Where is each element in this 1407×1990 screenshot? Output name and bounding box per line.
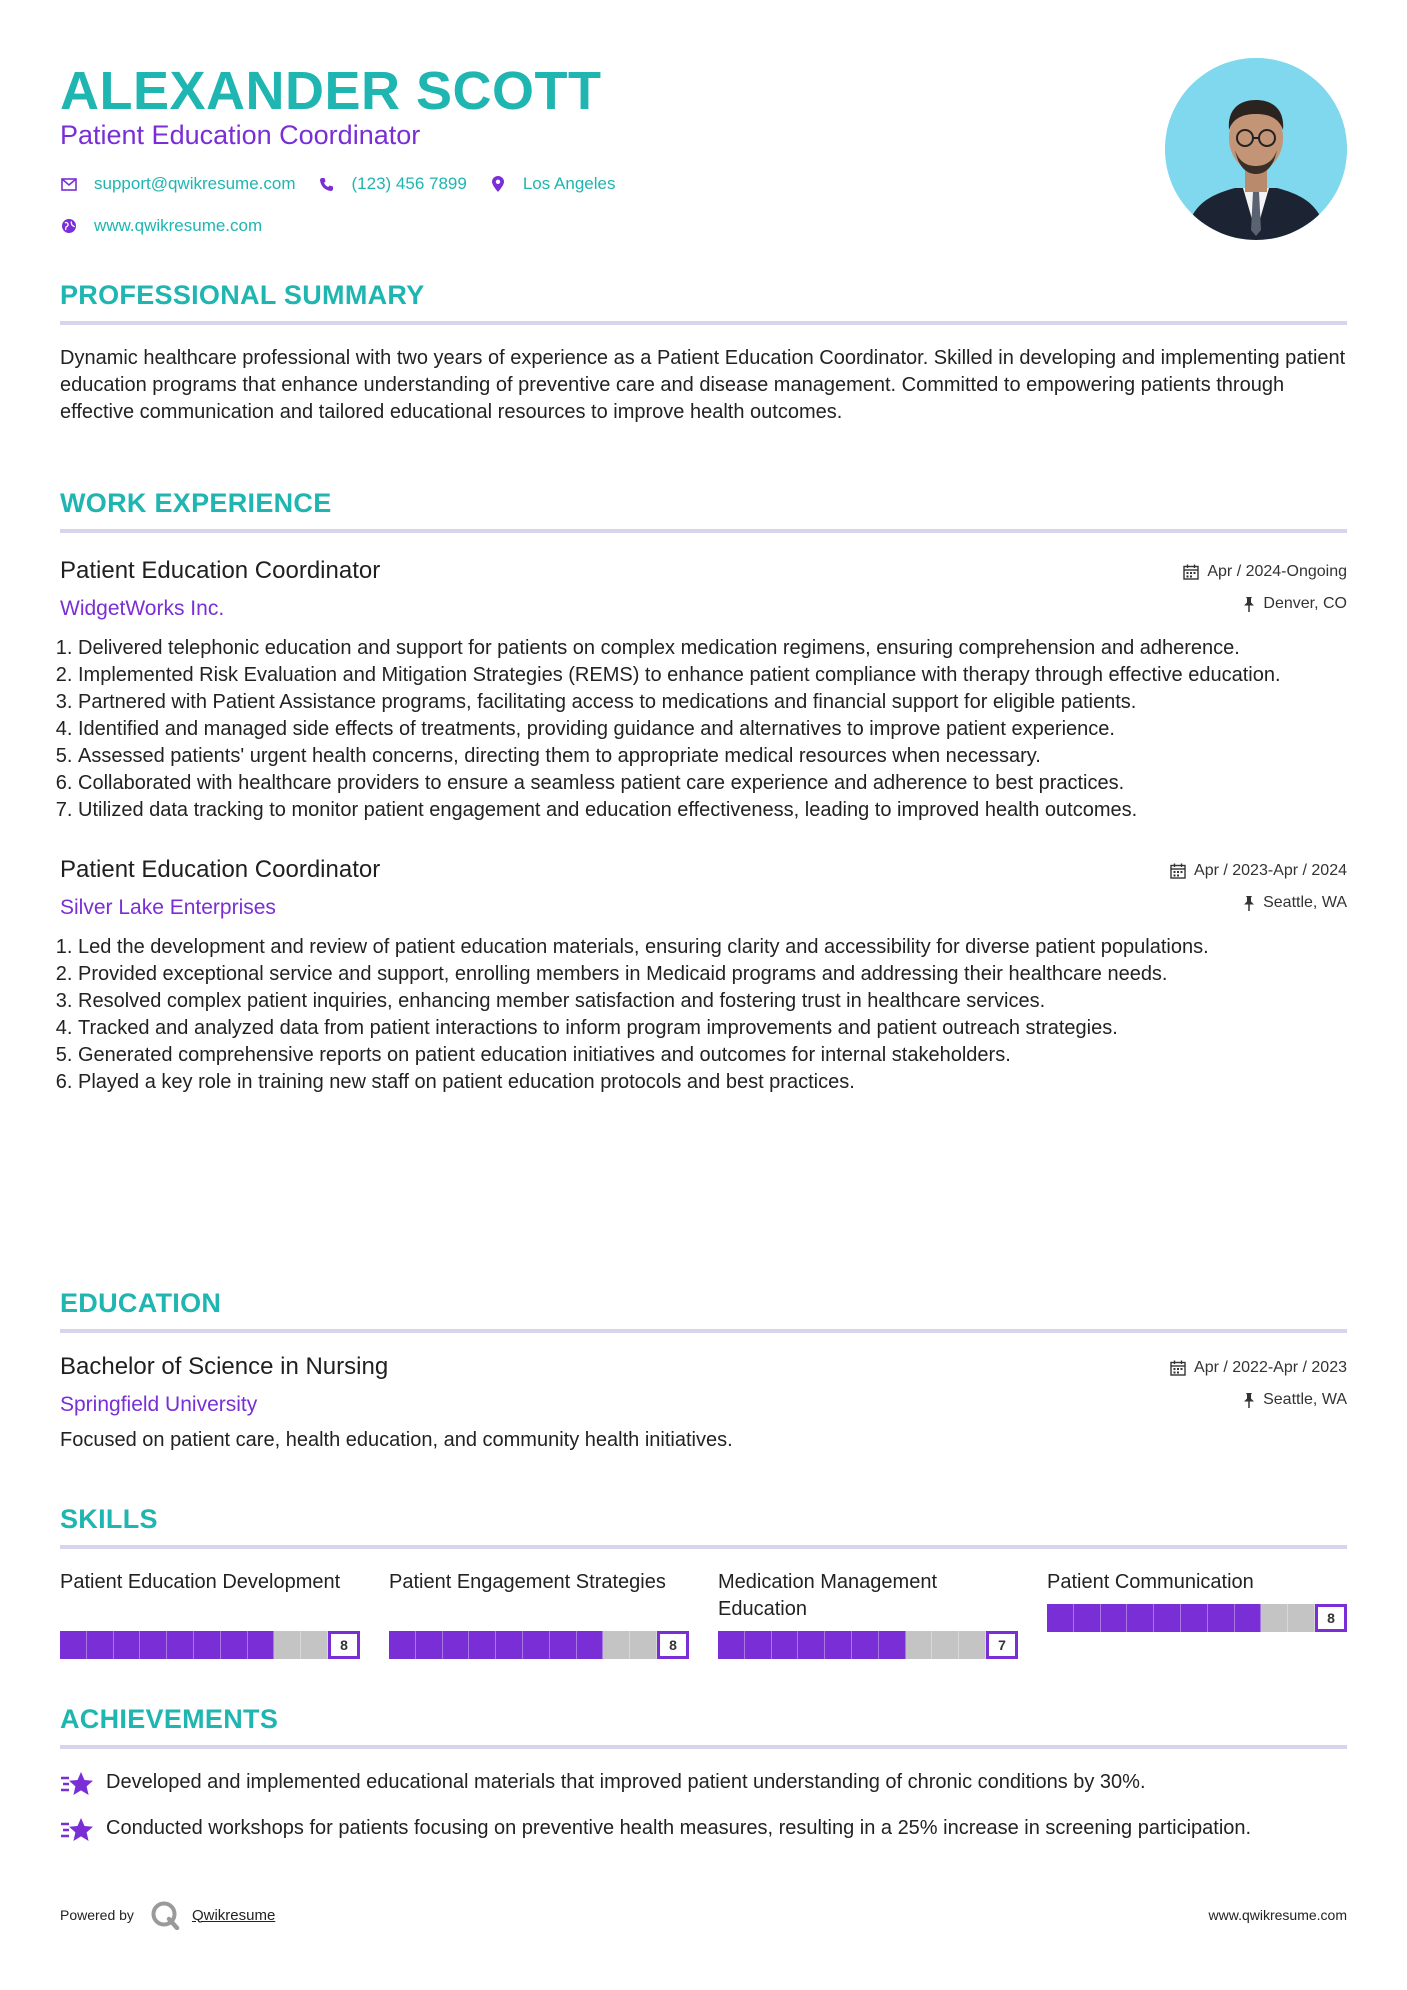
star-achievement-icon — [60, 1815, 94, 1845]
school-name: Springfield University — [60, 1393, 258, 1416]
skill-bar-segment — [140, 1631, 167, 1659]
skill-bar-segment — [932, 1631, 959, 1659]
skill-bar-segment — [87, 1631, 114, 1659]
list-item: 4. Identified and managed side effects of treatments, providing guidance and alternatives to improve patient experience. — [78, 716, 1347, 743]
education-location — [1243, 1391, 1347, 1409]
section-title: EDUCATION — [60, 1288, 222, 1318]
skill-item — [718, 1569, 1018, 1659]
job-location — [1243, 894, 1347, 912]
skill-bar — [389, 1631, 657, 1659]
education-description: Focused on patient care, health education, and community health initiatives. — [60, 1429, 733, 1451]
skill-bar-segment — [167, 1631, 194, 1659]
section-title: PROFESSIONAL SUMMARY — [60, 280, 425, 310]
skill-bar-segment — [603, 1631, 630, 1659]
skill-bar — [1047, 1604, 1315, 1632]
skill-bar-segment — [416, 1631, 443, 1659]
skill-bar-segment — [248, 1631, 275, 1659]
education-date — [1170, 1359, 1347, 1377]
brand-link[interactable]: Qwikresume — [191, 1906, 276, 1924]
skill-bar — [718, 1631, 986, 1659]
skill-bar-segment — [630, 1631, 657, 1659]
skill-bar-segment — [1047, 1604, 1074, 1632]
candidate-role: Patient Education Coordinator — [60, 120, 421, 150]
job-date — [1183, 563, 1347, 581]
skill-meter — [718, 1631, 1018, 1659]
skill-bar-segment — [194, 1631, 221, 1659]
education-section — [60, 1288, 1347, 1452]
education-date-text: Apr / 2022-Apr / 2023 — [1194, 1359, 1347, 1376]
contact-row-2 — [60, 216, 284, 236]
skill-bar-segment — [1288, 1604, 1315, 1632]
envelope-icon — [60, 175, 78, 193]
skill-bar-segment — [221, 1631, 248, 1659]
skill-level-badge: 8 — [328, 1631, 360, 1659]
candidate-name: ALEXANDER SCOTT — [60, 61, 602, 121]
skill-bar-segment — [1181, 1604, 1208, 1632]
website-text: www.qwikresume.com — [94, 216, 263, 235]
education-location-text: Seattle, WA — [1263, 1391, 1347, 1408]
skill-bar-segment — [772, 1631, 799, 1659]
map-pin-icon — [489, 175, 507, 193]
skill-meter — [389, 1631, 689, 1659]
globe-icon — [60, 217, 78, 235]
skill-bar-segment — [389, 1631, 416, 1659]
company-name: WidgetWorks Inc. — [60, 597, 225, 620]
skill-name: Patient Education Development — [60, 1571, 341, 1593]
skill-name: Patient Engagement Strategies — [389, 1571, 666, 1593]
work-section — [60, 488, 1347, 1096]
skill-level-badge: 7 — [986, 1631, 1018, 1659]
contact-website[interactable] — [60, 216, 262, 236]
powered-by — [60, 1900, 275, 1930]
list-item: 3. Resolved complex patient inquiries, enhancing member satisfaction and fostering trust in healthcare services. — [78, 988, 1347, 1015]
list-item: 1. Delivered telephonic education and support for patients on complex medication regimens, ensuring comprehension and adherence. — [78, 635, 1347, 662]
contact-phone[interactable] — [318, 174, 467, 194]
skill-bar-segment — [443, 1631, 470, 1659]
list-item: 7. Utilized data tracking to monitor patient engagement and education effectiveness, leading to improved health outcomes. — [78, 797, 1347, 824]
job-date-text: Apr / 2024-Ongoing — [1207, 563, 1347, 580]
calendar-icon — [1170, 1360, 1186, 1376]
email-text: support@qwikresume.com — [94, 174, 296, 193]
job-title: Patient Education Coordinator — [60, 856, 381, 883]
achievements-section — [60, 1704, 1347, 1845]
summary-text: Dynamic healthcare professional with two years of experience as a Patient Education Coordinator. Skilled in developing and implementing patient education programs that enhance understanding of preventive care and disease management. Committed to empowering patients through effective communication and tailored educational resources to improve health outcomes. — [60, 347, 1346, 423]
page-footer — [60, 1900, 1347, 1930]
section-title: WORK EXPERIENCE — [60, 488, 332, 518]
skills-section — [60, 1504, 1347, 1659]
skill-name: Medication Management Education — [718, 1571, 938, 1620]
skill-bar-segment — [1154, 1604, 1181, 1632]
section-title: ACHIEVEMENTS — [60, 1704, 279, 1734]
pushpin-icon — [1243, 896, 1255, 911]
achievement-item — [60, 1769, 1347, 1799]
skill-item — [389, 1569, 689, 1659]
skill-bar-segment — [469, 1631, 496, 1659]
skill-bar-segment — [879, 1631, 906, 1659]
list-item: 2. Provided exceptional service and support, enrolling members in Medicaid programs and addressing their healthcare needs. — [78, 961, 1347, 988]
section-divider — [60, 529, 1347, 533]
job-entry — [60, 557, 1347, 824]
section-divider — [60, 1745, 1347, 1749]
qwikresume-logo-icon — [150, 1900, 180, 1930]
pushpin-icon — [1243, 1393, 1255, 1408]
degree-title: Bachelor of Science in Nursing — [60, 1353, 389, 1380]
resume-header — [60, 0, 1347, 270]
skill-bar-segment — [1101, 1604, 1128, 1632]
skill-bar-segment — [523, 1631, 550, 1659]
calendar-icon — [1183, 564, 1199, 580]
skill-bar-segment — [718, 1631, 745, 1659]
section-title: SKILLS — [60, 1504, 158, 1534]
skill-bar-segment — [906, 1631, 933, 1659]
calendar-icon — [1170, 863, 1186, 879]
skill-bar-segment — [550, 1631, 577, 1659]
footer-website[interactable]: www.qwikresume.com — [1208, 1907, 1347, 1923]
contact-email[interactable] — [60, 174, 296, 194]
job-title: Patient Education Coordinator — [60, 557, 381, 584]
skill-meter — [60, 1631, 360, 1659]
star-achievement-icon — [60, 1769, 94, 1799]
skill-bar — [60, 1631, 328, 1659]
powered-by-label: Powered by — [60, 1907, 134, 1923]
list-item: 5. Assessed patients' urgent health concerns, directing them to appropriate medical resources when necessary. — [78, 743, 1347, 770]
achievement-text: Conducted workshops for patients focusing on preventive health measures, resulting in a 25% increase in screening participation. — [106, 1817, 1252, 1839]
company-name: Silver Lake Enterprises — [60, 896, 276, 919]
skill-bar-segment — [825, 1631, 852, 1659]
pushpin-icon — [1243, 597, 1255, 612]
job-location — [1243, 595, 1347, 613]
skill-item — [60, 1569, 360, 1659]
section-divider — [60, 1329, 1347, 1333]
list-item: 6. Played a key role in training new staff on patient education protocols and best practices. — [78, 1069, 1347, 1096]
contact-row — [60, 174, 637, 194]
skill-bar-segment — [1127, 1604, 1154, 1632]
section-divider — [60, 321, 1347, 325]
person-portrait-icon — [1165, 58, 1347, 240]
profile-photo — [1165, 58, 1347, 240]
list-item: 3. Partnered with Patient Assistance programs, facilitating access to medications and financial support for eligible patients. — [78, 689, 1347, 716]
achievement-text: Developed and implemented educational materials that improved patient understanding of chronic conditions by 30%. — [106, 1771, 1146, 1793]
skill-bar-segment — [959, 1631, 986, 1659]
skill-bar-segment — [60, 1631, 87, 1659]
skills-grid — [60, 1569, 1347, 1659]
job-location-text: Denver, CO — [1263, 595, 1347, 612]
skill-level-badge: 8 — [1315, 1604, 1347, 1632]
skill-bar-segment — [301, 1631, 328, 1659]
skill-bar-segment — [852, 1631, 879, 1659]
skill-item — [1047, 1569, 1347, 1659]
job-date — [1170, 862, 1347, 880]
job-location-text: Seattle, WA — [1263, 894, 1347, 911]
job-bullets — [60, 934, 1347, 1096]
contact-location — [489, 174, 616, 194]
job-bullets — [60, 635, 1347, 824]
skill-bar-segment — [114, 1631, 141, 1659]
summary-section — [60, 280, 1347, 426]
skill-bar-segment — [1235, 1604, 1262, 1632]
skill-meter — [1047, 1604, 1347, 1632]
list-item: 5. Generated comprehensive reports on patient education initiatives and outcomes for internal stakeholders. — [78, 1042, 1347, 1069]
list-item: 2. Implemented Risk Evaluation and Mitigation Strategies (REMS) to enhance patient compliance with therapy through effective education. — [78, 662, 1347, 689]
list-item: 4. Tracked and analyzed data from patient interactions to inform program improvements and patient outreach strategies. — [78, 1015, 1347, 1042]
job-entry — [60, 856, 1347, 1096]
skill-bar-segment — [1261, 1604, 1288, 1632]
phone-text: (123) 456 7899 — [351, 174, 467, 193]
skill-bar-segment — [798, 1631, 825, 1659]
skill-level-badge: 8 — [657, 1631, 689, 1659]
list-item: 1. Led the development and review of patient education materials, ensuring clarity and accessibility for diverse patient populations. — [78, 934, 1347, 961]
phone-icon — [318, 175, 336, 193]
job-date-text: Apr / 2023-Apr / 2024 — [1194, 862, 1347, 879]
section-divider — [60, 1545, 1347, 1549]
list-item: 6. Collaborated with healthcare providers to ensure a seamless patient care experience and adherence to best practices. — [78, 770, 1347, 797]
location-text: Los Angeles — [522, 174, 616, 193]
skill-bar-segment — [496, 1631, 523, 1659]
skill-bar-segment — [1074, 1604, 1101, 1632]
skill-bar-segment — [274, 1631, 301, 1659]
skill-bar-segment — [745, 1631, 772, 1659]
achievement-item — [60, 1815, 1347, 1845]
skill-name: Patient Communication — [1047, 1571, 1254, 1593]
skill-bar-segment — [577, 1631, 604, 1659]
skill-bar-segment — [1208, 1604, 1235, 1632]
education-entry — [60, 1353, 1347, 1452]
